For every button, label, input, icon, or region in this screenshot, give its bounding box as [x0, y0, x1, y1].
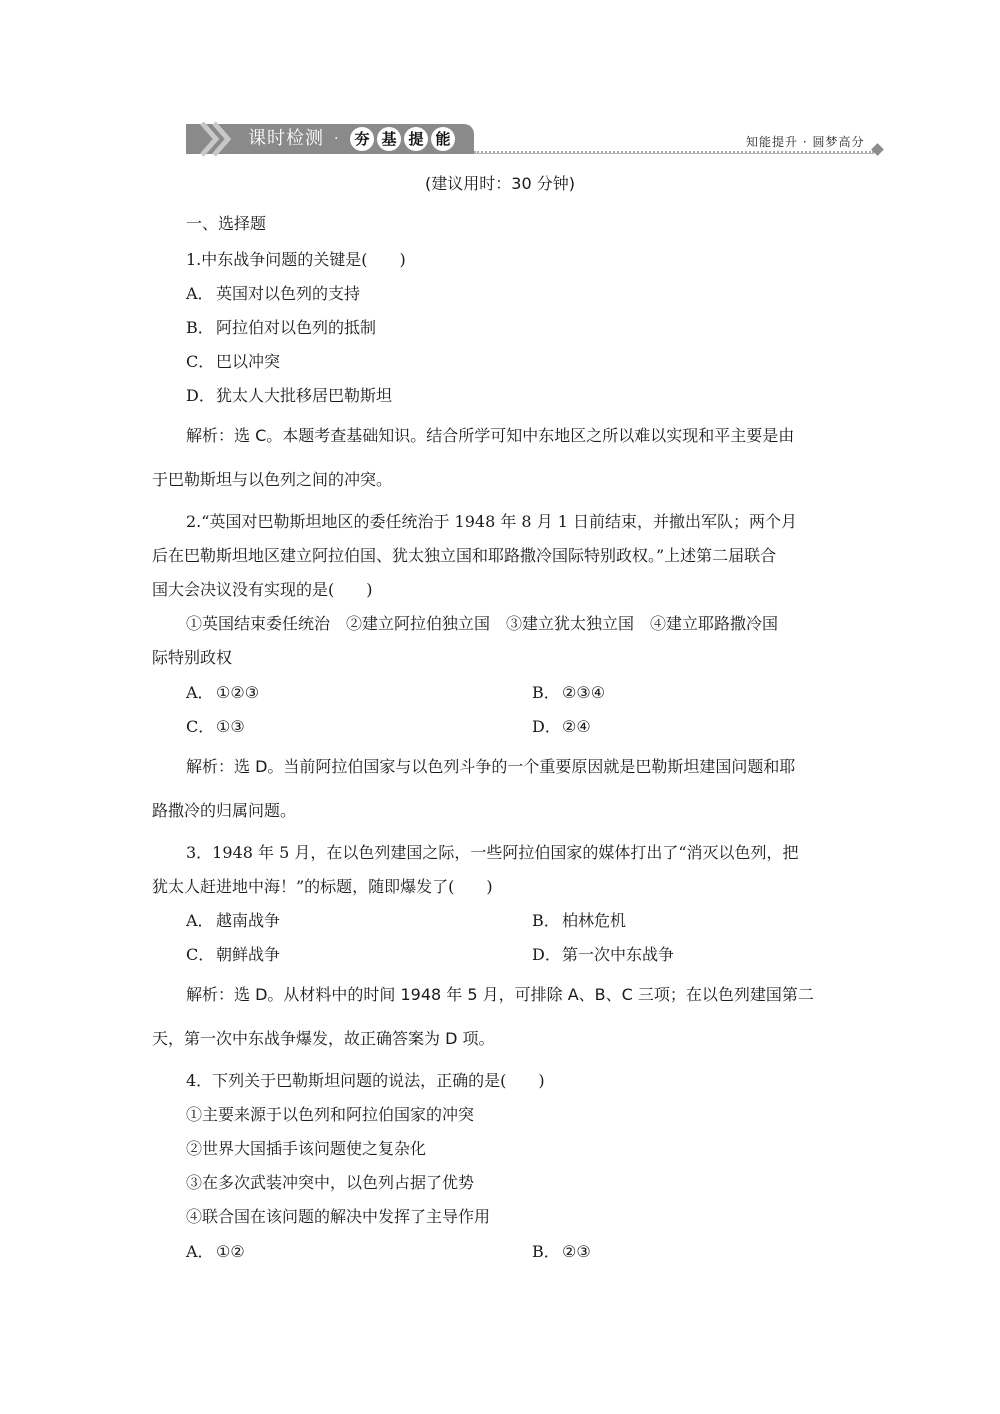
option-label: D．	[186, 386, 215, 405]
analysis-text: 解析：选 D。从材料中的时间 1948 年 5 月，可排除 A、B、C 三项；在以色列建国第二	[186, 985, 814, 1004]
statement-item: ④联合国在该问题的解决中发挥了主导作用	[186, 1207, 491, 1226]
option-b	[532, 683, 605, 703]
analysis-text: 路撒冷的归属问题。	[152, 801, 297, 820]
option-d	[532, 717, 591, 737]
option-text: 犹太人大批移居巴勒斯坦	[216, 386, 393, 405]
option-text: 巴以冲突	[216, 352, 281, 371]
badge-ji: 基	[377, 127, 401, 151]
question-stem: 3．1948 年 5 月，在以色列建国之际，一些阿拉伯国家的媒体打出了“消灭以色列，把	[186, 843, 799, 862]
option-text: ①②	[216, 1242, 245, 1261]
header-slogan: 知能提升 · 圆梦高分	[746, 135, 865, 149]
question-stem: 2.“英国对巴勒斯坦地区的委任统治于 1948 年 8 月 1 日前结束，并撤出军队；两个月	[186, 512, 798, 531]
option-text: 越南战争	[216, 911, 281, 930]
question-stem: 1.中东战争问题的关键是( )	[186, 250, 406, 269]
option-b	[532, 1242, 591, 1262]
analysis-text: 天，第一次中东战争爆发，故正确答案为 D 项。	[152, 1029, 495, 1048]
option-text: 柏林危机	[562, 911, 627, 930]
option-label: C．	[186, 352, 215, 371]
option-text: ①②③	[216, 683, 260, 702]
option-d	[532, 945, 674, 965]
analysis-text: 解析：选 D。当前阿拉伯国家与以色列斗争的一个重要原因就是巴勒斯坦建国问题和耶	[186, 757, 796, 776]
section-title: 课时检测	[248, 128, 324, 149]
statement-items: ①英国结束委任统治 ②建立阿拉伯独立国 ③建立犹太独立国 ④建立耶路撒冷国	[186, 614, 779, 633]
option-label: C．	[186, 945, 215, 964]
badge-hang: 夯	[350, 127, 374, 151]
option-a	[186, 284, 360, 304]
option-c	[186, 352, 280, 372]
question-stem: 犹太人赶进地中海！”的标题，随即爆发了( )	[152, 877, 493, 896]
question-stem: 国大会决议没有实现的是( )	[152, 580, 373, 599]
option-label: A．	[186, 284, 214, 303]
option-c	[186, 945, 280, 965]
badge-group	[350, 127, 455, 151]
question-stem: 后在巴勒斯坦地区建立阿拉伯国、犹太独立国和耶路撒冷国际特别政权。”上述第二届联合	[152, 546, 777, 565]
option-c	[186, 717, 245, 737]
badge-ti: 提	[404, 127, 428, 151]
suggested-time: (建议用时：30 分钟)	[425, 174, 575, 193]
option-label: A．	[186, 1242, 214, 1261]
statement-item: ②世界大国插手该问题使之复杂化	[186, 1139, 427, 1158]
option-d	[186, 386, 392, 406]
option-label: C．	[186, 717, 215, 736]
statement-item: ③在多次武装冲突中，以色列占据了优势	[186, 1173, 475, 1192]
option-label: B．	[532, 683, 560, 702]
question-stem: 4．下列关于巴勒斯坦问题的说法，正确的是( )	[186, 1071, 545, 1090]
statement-item: ①主要来源于以色列和阿拉伯国家的冲突	[186, 1105, 475, 1124]
header-rule	[474, 153, 874, 154]
option-label: D．	[532, 717, 561, 736]
analysis-text: 解析：选 C。本题考查基础知识。结合所学可知中东地区之所以难以实现和平主要是由	[186, 426, 795, 445]
option-label: D．	[532, 945, 561, 964]
option-b	[532, 911, 626, 931]
statement-items: 际特别政权	[152, 648, 233, 667]
option-text: 朝鲜战争	[216, 945, 281, 964]
option-label: A．	[186, 911, 214, 930]
badge-neng: 能	[431, 127, 455, 151]
section-heading: 一、选择题	[186, 214, 267, 233]
option-a	[186, 683, 259, 703]
option-label: A．	[186, 683, 214, 702]
option-b	[186, 318, 376, 338]
option-a	[186, 911, 280, 931]
option-text: ②③	[562, 1242, 591, 1261]
option-text: 阿拉伯对以色列的抵制	[216, 318, 377, 337]
option-label: B．	[186, 318, 214, 337]
option-a	[186, 1242, 245, 1262]
option-text: 第一次中东战争	[562, 945, 675, 964]
double-chevron-icon	[196, 119, 236, 159]
option-label: B．	[532, 911, 560, 930]
section-banner	[186, 124, 474, 154]
title-separator: ·	[334, 131, 339, 147]
analysis-text: 于巴勒斯坦与以色列之间的冲突。	[152, 470, 393, 489]
option-label: B．	[532, 1242, 560, 1261]
option-text: ②④	[562, 717, 591, 736]
option-text: 英国对以色列的支持	[216, 284, 361, 303]
option-text: ②③④	[562, 683, 606, 702]
option-text: ①③	[216, 717, 245, 736]
